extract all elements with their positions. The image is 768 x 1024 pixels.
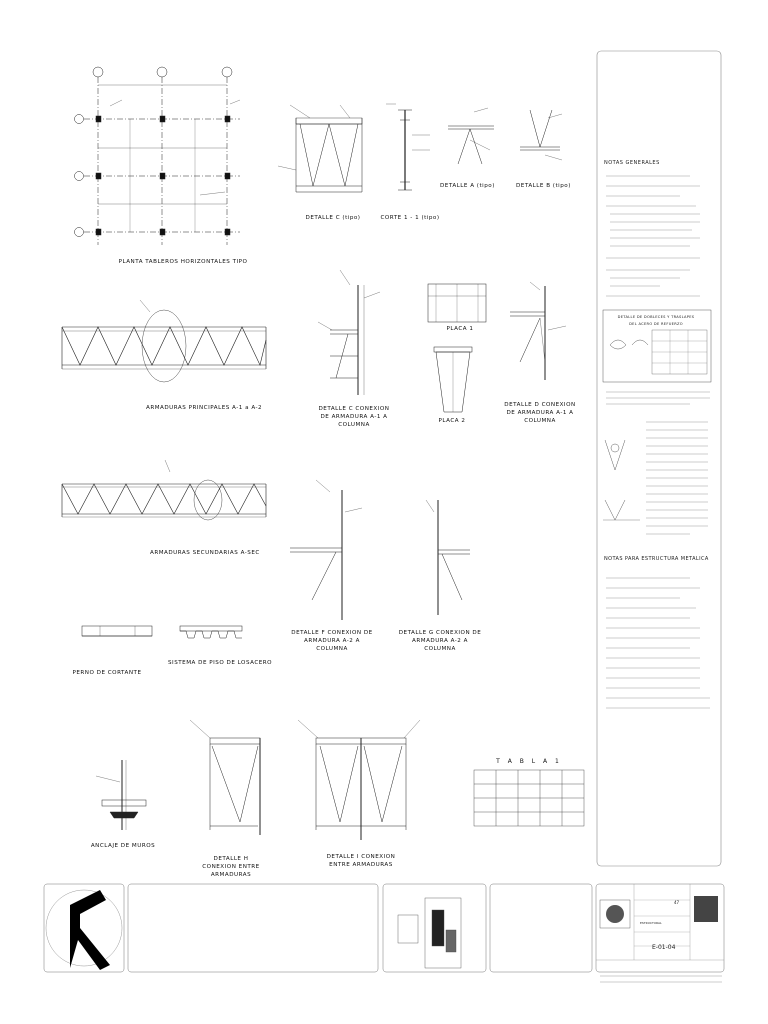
sheet-index: 47 xyxy=(674,900,680,905)
notes-metalica-title: NOTAS PARA ESTRUCTURA METALICA xyxy=(604,556,709,562)
sheet-number: E-01-04 xyxy=(652,944,676,951)
caption-detalle-f: DETALLE F CONEXION DE ARMADURA A-2 A COLUMNA xyxy=(291,630,373,652)
notes-traslapes-line-2: DEL ACERO DE REFUERZO xyxy=(629,322,683,326)
caption-detalle-c-tipo: DETALLE C (tipo) xyxy=(305,215,361,221)
caption-detalle-c-conexion: DETALLE C CONEXION DE ARMADURA A-1 A COLUMNA xyxy=(318,406,390,428)
caption-detalle-h: DETALLE H CONEXION ENTRE ARMADURAS xyxy=(202,856,260,878)
caption-anclaje: ANCLAJE DE MUROS xyxy=(90,843,156,849)
caption-armaduras-principales: ARMADURAS PRINCIPALES A-1 a A-2 xyxy=(146,405,263,411)
notes-traslapes-line-1: DETALLE DE DOBLECES Y TRASLAPES xyxy=(617,315,695,319)
sheet-title: ESTRUCTURAL xyxy=(640,921,662,925)
caption-detalle-i: DETALLE I CONEXION ENTRE ARMADURAS xyxy=(326,854,396,868)
caption-corte-1-1: CORTE 1 - 1 (tipo) xyxy=(380,215,440,221)
caption-detalle-d: DETALLE D CONEXION DE ARMADURA A-1 A COLUMNA xyxy=(504,402,576,424)
caption-detalle-g: DETALLE G CONEXION DE ARMADURA A-2 A COLUMNA xyxy=(398,630,482,652)
caption-detalle-b: DETALLE B (tipo) xyxy=(516,183,571,189)
caption-perno: PERNO DE CORTANTE xyxy=(72,670,142,676)
caption-placa-2: PLACA 2 xyxy=(438,418,466,424)
notes-general-title: NOTAS GENERALES xyxy=(604,160,660,166)
caption-tabla-1: T A B L A 1 xyxy=(496,758,562,765)
caption-detalle-a: DETALLE A (tipo) xyxy=(440,183,495,189)
caption-losacero: SISTEMA DE PISO DE LOSACERO xyxy=(168,660,273,666)
caption-placa-1: PLACA 1 xyxy=(446,326,474,332)
caption-planta: PLANTA TABLEROS HORIZONTALES TIPO xyxy=(118,259,248,265)
caption-armaduras-secundarias: ARMADURAS SECUNDARIAS A-SEC xyxy=(150,550,260,556)
